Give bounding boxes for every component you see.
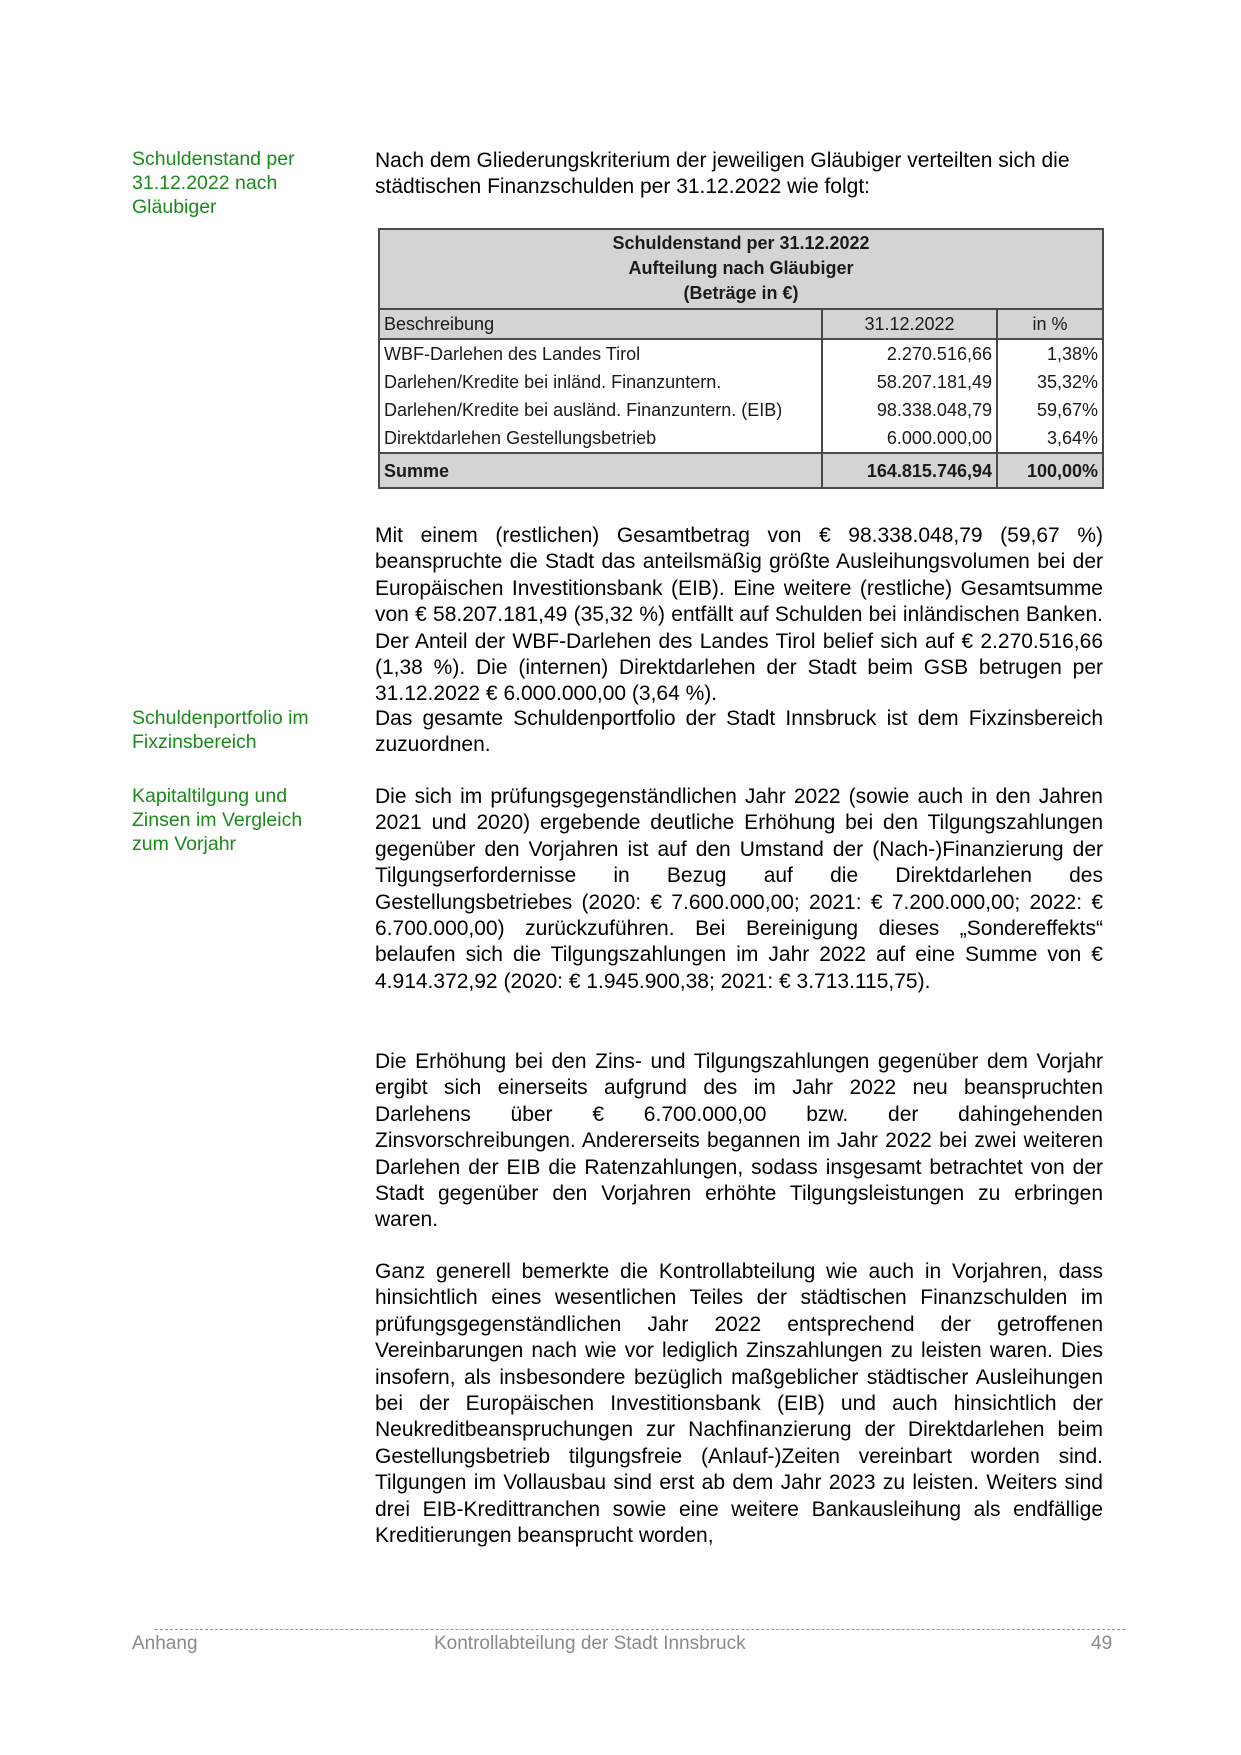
paragraph-interest-increase: Die Erhöhung bei den Zins- und Tilgungszahlungen gegenüber dem Vorjahr ergibt sich einerseits aufgrund des im Jahr 2022 neu beanspruchten Darlehens über € 6.700.000,00 bzw. der dahingehenden Zinsvorschreibungen. Andererseits begannen im Jahr 2022 bei zwei weiteren Darlehen der EIB die Ratenzahlungen, sodass insgesamt betrachtet von der Stadt gegenüber den Vorjahren erhöhte Tilgungsleistungen zu erbringen waren.	[375, 1050, 1103, 1232]
row-description: Direktdarlehen Gestellungsbetrieb	[380, 424, 822, 453]
table-row	[380, 339, 1102, 368]
margin-note-creditors: Schuldenstand per 31.12.2022 nach Gläubiger	[132, 148, 295, 218]
table-title-line2: Aufteilung nach Gläubiger	[628, 258, 854, 278]
table-row	[380, 368, 1102, 396]
table-title-line3: (Beträge in €)	[683, 283, 799, 303]
debt-table	[378, 228, 1104, 489]
row-amount: 58.207.181,49	[822, 368, 997, 396]
sum-label: Summe	[380, 453, 822, 489]
table-row	[380, 424, 1102, 453]
page-number: 49	[1091, 1633, 1113, 1654]
row-description: Darlehen/Kredite bei inländ. Finanzuntern.	[380, 368, 822, 396]
table-title-line1: Schuldenstand per 31.12.2022	[612, 233, 870, 253]
row-description: WBF-Darlehen des Landes Tirol	[380, 339, 822, 368]
footer-section: Anhang	[132, 1633, 198, 1654]
table-sum-row	[380, 453, 1102, 489]
footer-divider	[155, 1629, 1125, 1630]
header-date: 31.12.2022	[822, 309, 997, 339]
paragraph-fixed-rate: Das gesamte Schuldenportfolio der Stadt Innsbruck ist dem Fixzinsbereich zuzuordnen.	[375, 707, 1103, 757]
margin-note-repayment: Kapitaltilgung und Zinsen im Vergleich zum Vorjahr	[132, 785, 303, 855]
footer-department: Kontrollabteilung der Stadt Innsbruck	[434, 1633, 746, 1654]
header-percent: in %	[997, 309, 1102, 339]
table-row	[380, 396, 1102, 424]
sum-percent: 100,00%	[997, 453, 1102, 489]
table-header-row	[380, 309, 1102, 339]
paragraph-general-remarks: Ganz generell bemerkte die Kontrollabteilung wie auch in Vorjahren, dass hinsichtlich eines wesentlichen Teiles der städtischen Finanzschulden im prüfungsgegenständlichen Jahr 2022 entsprechend der getroffenen Vereinbarungen nach wie vor lediglich Zinszahlungen zu leisten waren. Dies insofern, als insbesondere bezüglich maßgeblicher städtischer Ausleihungen bei der Europäischen Investitionsbank (EIB) und auch hinsichtlich der Neukreditbeanspruchungen zur Nachfinanzierung der Direktdarlehen beim Gestellungsbetrieb tilgungsfreie (Anlauf-)Zeiten vereinbart worden sind. Tilgungen im Vollausbau sind erst ab dem Jahr 2023 zu leisten. Weiters sind drei EIB-Kredittranchen sowie eine weitere Bankausleihung als endfällige Kreditierungen beansprucht worden,	[375, 1260, 1103, 1548]
row-percent: 3,64%	[997, 424, 1102, 453]
row-amount: 6.000.000,00	[822, 424, 997, 453]
margin-note-fixed-rate: Schuldenportfolio im Fixzinsbereich	[132, 707, 309, 753]
paragraph-eib-share: Mit einem (restlichen) Gesamtbetrag von € 98.338.048,79 (59,67 %) beanspruchte die Stadt das anteilsmäßig größte Ausleihungsvolumen bei der Europäischen Investitionsbank (EIB). Eine weitere (restliche) Gesamtsumme von € 58.207.181,49 (35,32 %) entfällt auf Schulden bei inländischen Banken. Der Anteil der WBF-Darlehen des Landes Tirol belief sich auf € 2.270.516,66 (1,38 %). Die (internen) Direktdarlehen der Stadt beim GSB betrugen per 31.12.2022 € 6.000.000,00 (3,64 %).	[375, 524, 1103, 706]
row-percent: 35,32%	[997, 368, 1102, 396]
paragraph-repayments: Die sich im prüfungsgegenständlichen Jahr 2022 (sowie auch in den Jahren 2021 und 2020) ergebende deutliche Erhöhung bei den Tilgungszahlungen gegenüber den Vorjahren ist auf den Umstand der (Nach-)Finanzierung der Tilgungserfordernisse in Bezug auf die Direktdarlehen des Gestellungsbetriebes (2020: € 7.600.000,00; 2021: € 7.200.000,00; 2022: € 6.700.000,00) zurückzuführen. Bei Bereinigung dieses „Sondereffekts“ belaufen sich die Tilgungszahlungen im Jahr 2022 auf eine Summe von € 4.914.372,92 (2020: € 1.945.900,38; 2021: € 3.713.115,75).	[375, 785, 1103, 993]
table-body	[380, 308, 1102, 489]
row-percent: 59,67%	[997, 396, 1102, 424]
table-title	[380, 230, 1102, 308]
row-percent: 1,38%	[997, 339, 1102, 368]
sum-amount: 164.815.746,94	[822, 453, 997, 489]
row-amount: 98.338.048,79	[822, 396, 997, 424]
row-description: Darlehen/Kredite bei ausländ. Finanzuntern. (EIB)	[380, 396, 822, 424]
header-description: Beschreibung	[380, 309, 822, 339]
row-amount: 2.270.516,66	[822, 339, 997, 368]
intro-paragraph: Nach dem Gliederungskriterium der jeweiligen Gläubiger verteilten sich die städtischen Finanzschulden per 31.12.2022 wie folgt:	[375, 149, 1070, 199]
